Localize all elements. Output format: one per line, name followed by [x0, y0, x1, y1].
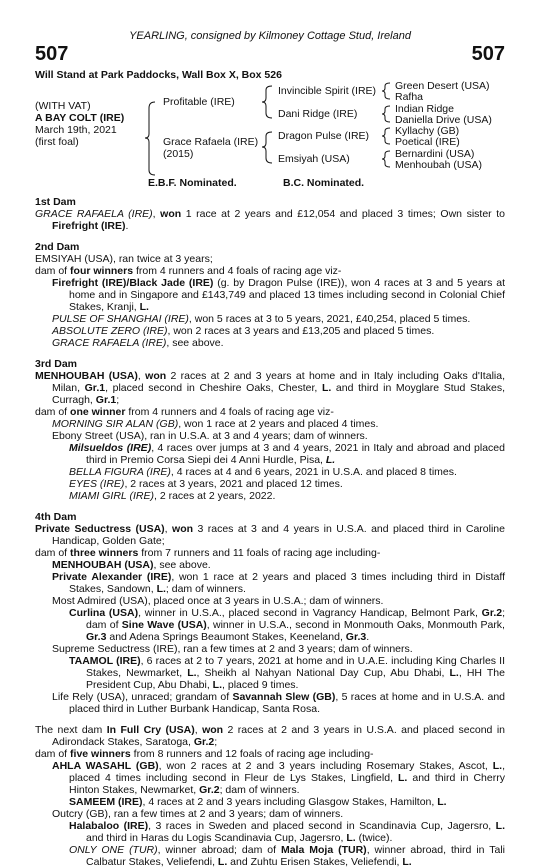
produce-only-one: ONLY ONE (TUR), winner abroad; dam of Mala Moja (TUR), winner abroad, third in Tali Calbatur Stakes, Veliefendi, L. and Zuhtu Erisen Stakes, Veliefendi, L.: [69, 844, 505, 868]
ped-sss: Green Desert (USA): [395, 80, 490, 92]
dam: Grace Rafaela (IRE): [163, 136, 259, 148]
next-dam-text: The next dam In Full Cry (USA), won 2 races at 2 and 3 years in U.S.A. and placed second in Adirondack Stakes, Saratoga, Gr.2;: [35, 724, 505, 748]
produce-eyes: EYES (IRE), 2 races at 3 years, 2021 and placed 12 times.: [69, 478, 343, 490]
produce-halabaloo: Halabaloo (IRE), 3 races in Sweden and placed second in Scandinavia Cup, Jagersro, L. and third in Haras du Logis Scandinavia Cup, Jagersro, L. (twice).: [69, 820, 506, 844]
dam-sire: Dragon Pulse (IRE): [278, 130, 370, 142]
sire-sire: Invincible Spirit (IRE): [278, 85, 377, 97]
ped-ssd: Rafha: [395, 91, 424, 103]
lot-number-left: 507: [35, 43, 69, 65]
ped-dds: Bernardini (USA): [395, 148, 475, 160]
horse-name: A BAY COLT (IRE): [35, 112, 125, 124]
first-dam-heading: 1st Dam: [35, 196, 76, 208]
produce-curlina: Curlina (USA), winner in U.S.A., placed second in Vagrancy Handicap, Belmont Park, Gr.2; dam of Sine Wave (USA), winner in U.S.A., second in Monmouth Oaks, Monmouth Park, Gr.3 and Adena Springs Beaumont Stakes, Keeneland, Gr.3.: [69, 607, 506, 643]
produce-private-alexander: Private Alexander (IRE), won 1 race at 2 years and placed 3 times including third in Distaff Stakes, Sandown, L.; dam of winners.: [52, 571, 505, 595]
produce-sameem: SAMEEM (IRE), 4 races at 2 and 3 years including Glasgow Stakes, Hamilton, L.: [69, 796, 447, 808]
ebf-nomination: E.B.F. Nominated.: [148, 177, 237, 189]
produce-record: [35, 196, 505, 868]
third-dam-heading: 3rd Dam: [35, 358, 78, 370]
next-dam-produce: dam of five winners from 8 runners and 12 foals of racing age including-: [35, 748, 374, 760]
ped-sds: Indian Ridge: [395, 103, 454, 115]
third-dam-produce: dam of one winner from 4 runners and 4 foals of racing age viz-: [35, 406, 334, 418]
produce-bella: BELLA FIGURA (IRE), 4 races at 4 and 6 years, 2021 in U.S.A. and placed 8 times.: [69, 466, 457, 478]
dam-dam: Emsiyah (USA): [278, 153, 350, 165]
produce-taamol: TAAMOL (IRE), 6 races at 2 to 7 years, 2021 at home and in U.A.E. including King Charles II Stakes, Newmarket, L., Sheikh al Nahyan National Day Cup, Abu Dhabi, L., HH The President Cup, Abu Dhabi, L., placed 9 times.: [69, 655, 505, 691]
produce-firefright: Firefright (IRE)/Black Jade (IRE) (g. by Dragon Pulse (IRE)), won 4 races at 3 and 5 years at home and in Singapore and £143,749 and placed 13 times including second in Colonial Chief Stakes, Kranji, L.: [52, 277, 505, 313]
produce-absolute: ABSOLUTE ZERO (IRE), won 2 races at 3 years and £13,205 and placed 5 times.: [52, 325, 435, 337]
produce-grace: GRACE RAFAELA (IRE), see above.: [52, 337, 224, 349]
produce-supreme: Supreme Seductress (IRE), ran a few times at 2 and 3 years; dam of winners.: [52, 643, 413, 655]
dam-year: (2015): [163, 148, 194, 160]
first-dam-text: GRACE RAFAELA (IRE), won 1 race at 2 years and £12,054 and placed 3 times; Own sister to Firefright (IRE).: [35, 208, 505, 232]
ped-dss: Kyllachy (GB): [395, 125, 460, 137]
fourth-dam-heading: 4th Dam: [35, 511, 77, 523]
ped-dsd: Poetical (IRE): [395, 136, 460, 148]
pedigree-table: [35, 80, 505, 180]
produce-miami: MIAMI GIRL (IRE), 2 races at 2 years, 2022.: [69, 490, 276, 502]
fourth-dam-text: Private Seductress (USA), won 3 races at 3 and 4 years in U.S.A. and placed third in Caroline Handicap, Golden Gate;: [35, 523, 505, 547]
page-header: YEARLING, consigned by Kilmoney Cottage Stud, Ireland: [129, 30, 411, 42]
produce-ebony: Ebony Street (USA), ran in U.S.A. at 3 and 4 years; dam of winners.: [52, 430, 368, 442]
third-dam-text: MENHOUBAH (USA), won 2 races at 2 and 3 years at home and in Italy including Oaks d'Italia, Milan, Gr.1, placed second in Cheshire Oaks, Chester, L. and third in Moyglare Stud Stakes, Curragh, Gr.1;: [35, 370, 505, 406]
bc-nomination: B.C. Nominated.: [283, 177, 365, 189]
vat-note: (WITH VAT): [35, 100, 91, 112]
sire-dam: Dani Ridge (IRE): [278, 108, 358, 120]
ped-ddd: Menhoubah (USA): [395, 159, 482, 171]
ped-sdd: Daniella Drive (USA): [395, 114, 492, 126]
lot-number-right: 507: [471, 43, 505, 65]
second-dam-text: EMSIYAH (USA), ran twice at 3 years;: [35, 253, 213, 265]
produce-outcry: Outcry (GB), ran a few times at 2 and 3 years; dam of winners.: [52, 808, 344, 820]
second-dam-produce: dam of four winners from 4 runners and 4 foals of racing age viz-: [35, 265, 342, 277]
produce-most-admired: Most Admired (USA), placed once at 3 years in U.S.A.; dam of winners.: [52, 595, 384, 607]
foal-note: (first foal): [35, 136, 79, 148]
produce-ahla: AHLA WASAHL (GB), won 2 races at 2 and 3 years including Rosemary Stakes, Ascot, L., placed 4 times including second in Fleur de Lys Stakes, Lingfield, L. and third in Cherry Hinton Stakes, Newmarket, Gr.2; dam of winners.: [52, 760, 505, 796]
sire: Profitable (IRE): [163, 96, 235, 108]
second-dam-heading: 2nd Dam: [35, 241, 80, 253]
fourth-dam-produce: dam of three winners from 7 runners and 11 foals of racing age including-: [35, 547, 381, 559]
produce-milsueldos: Milsueldos (IRE), 4 races over jumps at 3 and 4 years, 2021 in Italy and abroad and placed third in Premio Corsa Siepi dei 4 Anni Hurdle, Pisa, L.: [69, 442, 505, 466]
produce-menhoubah: MENHOUBAH (USA), see above.: [52, 559, 211, 571]
foaling-date: March 19th, 2021: [35, 124, 117, 136]
produce-pulse: PULSE OF SHANGHAI (IRE), won 5 races at 3 to 5 years, 2021, £40,254, placed 5 times.: [52, 313, 471, 325]
stand-location: Will Stand at Park Paddocks, Wall Box X, Box 526: [35, 69, 282, 81]
produce-morning: MORNING SIR ALAN (GB), won 1 race at 2 years and placed 4 times.: [52, 418, 379, 430]
produce-life-rely: Life Rely (USA), unraced; grandam of Savannah Slew (GB), 5 races at home and in U.S.A. and placed third in Luther Burbank Handicap, Santa Rosa.: [52, 691, 506, 715]
